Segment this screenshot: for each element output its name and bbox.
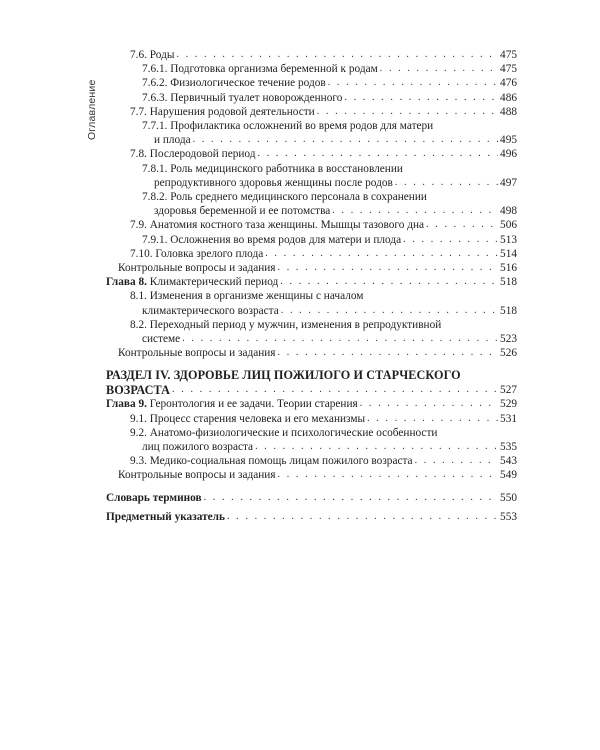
toc-page-number: 475 xyxy=(500,49,517,61)
leader-dots xyxy=(395,176,498,190)
toc-page-number: 518 xyxy=(500,276,517,289)
toc-entry[interactable] xyxy=(118,289,517,317)
leader-dots xyxy=(265,247,498,261)
toc-page-number: 549 xyxy=(500,469,517,482)
toc-entry-title: Предметный указатель xyxy=(106,510,225,523)
chapter-label: Глава 8. xyxy=(106,276,147,289)
toc-entry-title: Контрольные вопросы и задания xyxy=(118,469,276,482)
toc-entry-title: 7.8. Послеродовой период xyxy=(130,148,256,161)
toc-entry[interactable] xyxy=(118,412,517,426)
toc-entry[interactable] xyxy=(118,147,517,161)
toc-entry-title: 8.1. Изменения в организме женщины с началом xyxy=(130,290,364,303)
toc-chapter-entry[interactable] xyxy=(106,397,517,411)
toc-page-number: 523 xyxy=(500,333,517,346)
leader-dots xyxy=(227,510,498,524)
toc-page-number: 550 xyxy=(500,491,517,504)
leader-dots xyxy=(360,397,498,411)
leader-dots xyxy=(317,105,498,119)
toc-entry-title-continued: здоровья беременной и ее потомства xyxy=(154,205,331,218)
toc-page-number: 506 xyxy=(500,219,517,232)
leader-dots xyxy=(426,218,498,232)
leader-dots xyxy=(403,233,498,247)
toc-page-number: 514 xyxy=(500,247,517,260)
toc-entry-title: Контрольные вопросы и задания xyxy=(118,262,276,275)
toc-page-number: 543 xyxy=(500,455,517,468)
toc-entry-title: Контрольные вопросы и задания xyxy=(118,347,276,360)
toc-entry-title: 7.6.1. Подготовка организма беременной к родам xyxy=(142,63,378,76)
toc-entry[interactable] xyxy=(118,468,517,482)
toc-entry-title: 7.8.2. Роль среднего медицинского персонала в сохранении xyxy=(142,191,427,204)
toc-entry-title: Климактерический период xyxy=(149,276,279,289)
leader-dots xyxy=(281,304,498,318)
toc-entry-title: 7.7.1. Профилактика осложнений во время родов для матери xyxy=(142,120,434,133)
toc-index-entry[interactable] xyxy=(106,510,517,524)
part-title-continued: ВОЗРАСТА xyxy=(106,382,171,397)
leader-dots xyxy=(280,275,498,289)
toc-entry[interactable] xyxy=(118,190,517,218)
toc-entry-title: 9.1. Процесс старения человека и его механизмы xyxy=(130,412,366,425)
leader-dots xyxy=(328,76,498,90)
part-title: РАЗДЕЛ IV. ЗДОРОВЬЕ ЛИЦ ПОЖИЛОГО И СТАРЧЕСКОГО xyxy=(106,368,461,383)
toc-entry[interactable] xyxy=(118,247,517,261)
toc-page-number: 475 xyxy=(500,63,517,76)
toc-entry[interactable] xyxy=(118,48,517,62)
leader-dots xyxy=(182,332,498,346)
leader-dots xyxy=(344,91,498,105)
leader-dots xyxy=(258,147,499,161)
toc-page-number: 518 xyxy=(500,304,517,317)
toc-entry[interactable] xyxy=(118,162,517,190)
leader-dots xyxy=(415,454,498,468)
leader-dots xyxy=(172,383,498,397)
toc-entry-title-continued: лиц пожилого возраста xyxy=(142,441,254,454)
chapter-label: Глава 9. xyxy=(106,398,147,411)
toc-part-entry[interactable] xyxy=(106,368,517,397)
toc-entry[interactable] xyxy=(118,454,517,468)
toc-entry-title: 7.10. Головка зрелого плода xyxy=(130,247,264,260)
toc-page-number: 535 xyxy=(500,441,517,454)
toc-entry[interactable] xyxy=(118,62,517,76)
toc-entry-title: 7.6. Роды xyxy=(130,49,175,61)
toc-entry[interactable] xyxy=(118,119,517,147)
toc-page-number: 531 xyxy=(500,412,517,425)
toc-entry-title: 8.2. Переходный период у мужчин, изменения в репродуктивной xyxy=(130,318,442,331)
toc-entry[interactable] xyxy=(118,261,517,275)
toc-entry-title-continued: системе xyxy=(142,333,181,346)
leader-dots xyxy=(204,491,498,505)
toc-page-number: 495 xyxy=(500,134,517,147)
toc-page-number: 553 xyxy=(500,510,517,523)
toc-entry[interactable] xyxy=(118,105,517,119)
toc-entry[interactable] xyxy=(118,218,517,232)
toc-entry-title: 7.9.1. Осложнения во время родов для матери и плода xyxy=(142,233,402,246)
toc-page-number: 486 xyxy=(500,91,517,104)
leader-dots xyxy=(278,468,499,482)
toc-entry-title: 9.2. Анатомо-физиологические и психологические особенности xyxy=(130,426,438,439)
toc-page-number: 476 xyxy=(500,77,517,90)
toc-entry-title: 7.8.1. Роль медицинского работника в восстановлении xyxy=(142,162,403,175)
toc-page-number: 488 xyxy=(500,105,517,118)
table-of-contents xyxy=(106,48,517,524)
leader-dots xyxy=(278,261,499,275)
toc-entry[interactable] xyxy=(118,318,517,346)
toc-entry-title: 9.3. Медико-социальная помощь лицам пожилого возраста xyxy=(130,455,413,468)
toc-entry-title: Геронтология и ее задачи. Теории старения xyxy=(149,398,358,411)
toc-entry-title: 7.6.3. Первичный туалет новорожденного xyxy=(142,91,343,104)
toc-entry-title-continued: климактерического возраста xyxy=(142,304,279,317)
toc-entry-title: Словарь терминов xyxy=(106,491,202,504)
leader-dots xyxy=(193,133,498,147)
toc-entry-title: 7.6.2. Физиологическое течение родов xyxy=(142,77,326,90)
toc-entry[interactable] xyxy=(118,346,517,360)
toc-page-number: 498 xyxy=(500,205,517,218)
leader-dots xyxy=(255,440,498,454)
toc-entry[interactable] xyxy=(118,426,517,454)
leader-dots xyxy=(176,48,498,62)
toc-page-number: 513 xyxy=(500,233,517,246)
toc-chapter-entry[interactable] xyxy=(106,275,517,289)
toc-entry-title-continued: репродуктивного здоровья женщины после родов xyxy=(154,176,393,189)
toc-page-number: 526 xyxy=(500,347,517,360)
toc-entry-title: 7.7. Нарушения родовой деятельности xyxy=(130,105,315,118)
toc-glossary-entry[interactable] xyxy=(106,491,517,505)
toc-entry[interactable] xyxy=(118,91,517,105)
leader-dots xyxy=(380,62,498,76)
toc-entry[interactable] xyxy=(118,76,517,90)
toc-page-number: 516 xyxy=(500,262,517,275)
leader-dots xyxy=(332,204,498,218)
toc-page-number: 529 xyxy=(500,398,517,411)
toc-page-number: 497 xyxy=(500,176,517,189)
running-head: Оглавление xyxy=(86,79,98,140)
toc-entry-title: 7.9. Анатомия костного таза женщины. Мышцы тазового дна xyxy=(130,219,425,232)
toc-entry[interactable] xyxy=(118,233,517,247)
leader-dots xyxy=(278,346,499,360)
leader-dots xyxy=(367,412,498,426)
toc-entry-title-continued: и плода xyxy=(154,134,191,147)
toc-page-number: 527 xyxy=(500,384,517,397)
toc-page-number: 496 xyxy=(500,148,517,161)
